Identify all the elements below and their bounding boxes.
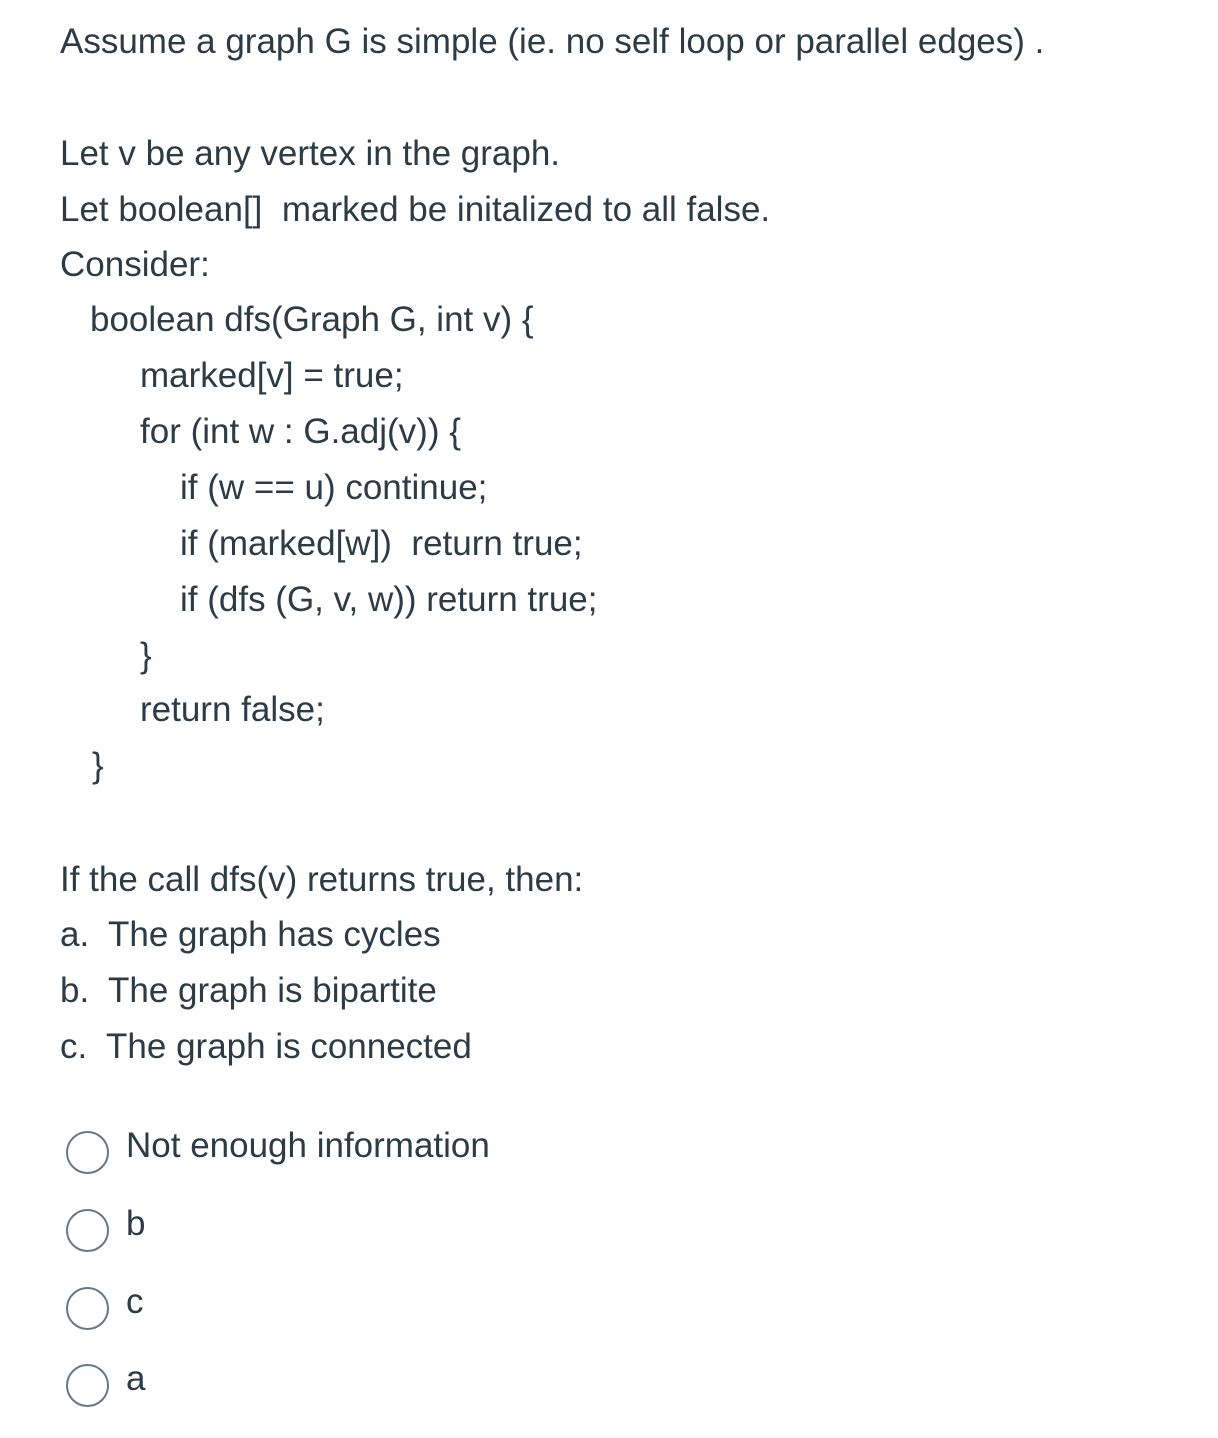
code-line: return false; [140, 690, 325, 729]
statement-a: a. The graph has cycles [60, 915, 441, 954]
answer-option-c[interactable] [66, 1281, 144, 1330]
setup-line-consider: Consider: [60, 245, 210, 284]
code-line: } [92, 746, 104, 785]
answer-option-label: a [126, 1358, 146, 1398]
code-line: for (int w : G.adj(v)) { [140, 412, 461, 451]
radio-button[interactable] [66, 1364, 109, 1407]
answer-option-b[interactable] [66, 1203, 146, 1252]
radio-button[interactable] [66, 1131, 109, 1174]
code-line: if (dfs (G, v, w)) return true; [180, 580, 598, 619]
answer-option-label: b [126, 1203, 146, 1243]
code-line: if (marked[w]) return true; [180, 524, 583, 563]
radio-button[interactable] [66, 1287, 109, 1330]
answer-option-a[interactable] [66, 1358, 146, 1407]
statement-c: c. The graph is connected [60, 1027, 472, 1066]
code-line: boolean dfs(Graph G, int v) { [90, 300, 534, 339]
question-prompt: If the call dfs(v) returns true, then: [60, 860, 584, 899]
code-line: marked[v] = true; [140, 356, 404, 395]
setup-line-vertex: Let v be any vertex in the graph. [60, 134, 561, 173]
answer-option-label: c [126, 1281, 144, 1321]
radio-button[interactable] [66, 1209, 109, 1252]
answer-option-not-enough-information[interactable] [66, 1125, 490, 1174]
setup-line-marked: Let boolean[] marked be initalized to all false. [60, 190, 771, 229]
answer-option-label: Not enough information [126, 1125, 490, 1165]
code-line: if (w == u) continue; [180, 468, 488, 507]
code-line: } [140, 636, 152, 675]
statement-b: b. The graph is bipartite [60, 971, 437, 1010]
question-intro: Assume a graph G is simple (ie. no self loop or parallel edges) . [60, 22, 1045, 61]
